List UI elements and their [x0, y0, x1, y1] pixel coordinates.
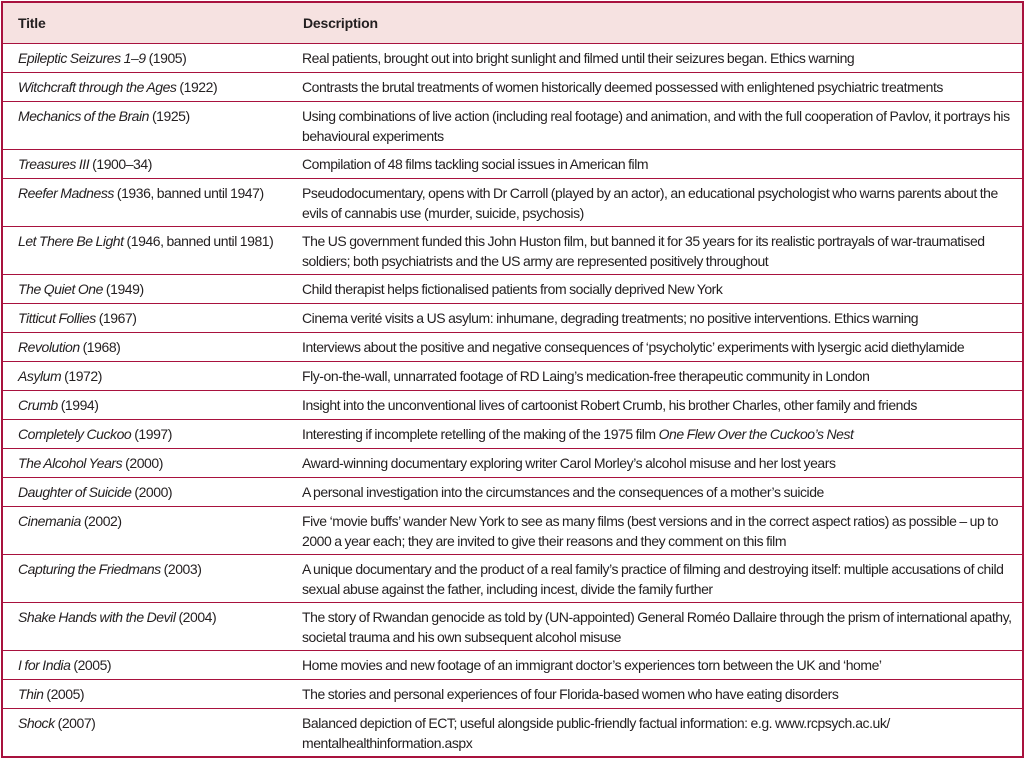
title-cell: [2, 102, 288, 150]
description-cell: [288, 555, 1023, 603]
title-cell: [2, 150, 288, 179]
film-title: Treasures III: [18, 156, 90, 172]
film-year: (2004): [175, 609, 217, 625]
description-cell: [288, 507, 1023, 555]
table-row: [2, 275, 1023, 304]
film-description: Pseudodocumentary, opens with Dr Carroll (played by an actor), an educational psychologist who warns parents about the evils of cannabis use (murder, suicide, psychosis): [302, 185, 998, 221]
description-cell: [288, 227, 1023, 275]
table-row: [2, 709, 1023, 758]
film-description: Using combinations of live action (including real footage) and animation, and with the full cooperation of Pavlov, it portrays his behavioural experiments: [302, 108, 1010, 144]
table-row: [2, 680, 1023, 709]
description-cell: [288, 362, 1023, 391]
film-year: (1922): [176, 79, 218, 95]
film-title: Titticut Follies: [18, 310, 96, 326]
film-year: (1925): [149, 108, 190, 124]
film-title: Crumb: [18, 397, 58, 413]
film-description: Real patients, brought out into bright sunlight and filmed until their seizures began. Ethics warning: [302, 50, 855, 66]
film-description: Interesting if incomplete retelling of the making of the 1975 film: [302, 426, 659, 442]
title-cell: [2, 73, 288, 102]
description-cell: [288, 333, 1023, 362]
title-cell: [2, 555, 288, 603]
film-description: Award-winning documentary exploring writer Carol Morley’s alcohol misuse and her lost years: [302, 455, 836, 471]
film-title: Let There Be Light: [18, 233, 124, 249]
title-cell: [2, 478, 288, 507]
title-cell: [2, 709, 288, 758]
film-title: Shake Hands with the Devil: [18, 609, 176, 625]
film-description: The story of Rwandan genocide as told by (UN-appointed) General Roméo Dallaire through the prism of international apathy, societal trauma and his own subsequent alcohol misuse: [302, 609, 1012, 645]
description-cell: [288, 304, 1023, 333]
table-row: [2, 227, 1023, 275]
film-title: Witchcraft through the Ages: [18, 79, 177, 95]
title-cell: [2, 391, 288, 420]
film-title: Revolution: [18, 339, 80, 355]
description-cell: [288, 391, 1023, 420]
description-cell: [288, 73, 1023, 102]
film-description: Child therapist helps fictionalised patients from socially deprived New York: [302, 281, 723, 297]
film-title: The Quiet One: [18, 281, 103, 297]
film-title: Thin: [18, 686, 44, 702]
film-title: Reefer Madness: [18, 185, 114, 201]
film-description: Cinema verité visits a US asylum: inhumane, degrading treatments; no positive interventions. Ethics warning: [302, 310, 919, 326]
description-cell: [288, 179, 1023, 227]
film-year: (2000): [131, 484, 173, 500]
table-row: [2, 150, 1023, 179]
table-header-row: [2, 2, 1023, 44]
table-row: [2, 179, 1023, 227]
description-cell: [288, 603, 1023, 651]
description-cell: [288, 102, 1023, 150]
film-title: Capturing the Friedmans: [18, 561, 161, 577]
description-cell: [288, 651, 1023, 680]
film-year: (2000): [122, 455, 163, 471]
title-cell: [2, 507, 288, 555]
table-row: [2, 73, 1023, 102]
description-cell: [288, 680, 1023, 709]
film-title: Epileptic Seizures 1–9: [18, 50, 146, 66]
table-row: [2, 449, 1023, 478]
title-cell: [2, 333, 288, 362]
title-cell: [2, 179, 288, 227]
film-description: Fly-on-the-wall, unnarrated footage of RD Laing’s medication-free therapeutic community in London: [302, 368, 870, 384]
table-row: [2, 420, 1023, 449]
title-cell: [2, 651, 288, 680]
film-year: (1949): [102, 281, 144, 297]
film-title: Completely Cuckoo: [18, 426, 132, 442]
header-description: Description: [288, 2, 1023, 44]
film-year: (1905): [145, 50, 187, 66]
films-table: [1, 1, 1024, 758]
table-row: [2, 603, 1023, 651]
film-description: A unique documentary and the product of a real family’s practice of filming and destroying itself: multiple accusations of child sexual abuse against the father, including incest, divide the family further: [302, 561, 1004, 597]
film-year: (1997): [131, 426, 172, 442]
title-cell: [2, 304, 288, 333]
description-cell: [288, 275, 1023, 304]
film-description: A personal investigation into the circumstances and the consequences of a mother’s suicide: [302, 484, 824, 500]
description-cell: [288, 420, 1023, 449]
table-row: [2, 478, 1023, 507]
film-description: Compilation of 48 films tackling social issues in American film: [302, 156, 649, 172]
film-description: Balanced depiction of ECT; useful alongside public-friendly factual information: e.g. www.rcpsych.ac.uk/ mentalhealthinformation.aspx: [302, 715, 890, 751]
description-cell: [288, 449, 1023, 478]
table-row: [2, 362, 1023, 391]
film-year: (2003): [160, 561, 202, 577]
film-year: (2005): [43, 686, 85, 702]
title-cell: [2, 362, 288, 391]
film-description-italic: One Flew Over the Cuckoo’s Nest: [658, 426, 854, 442]
film-title: Shock: [18, 715, 55, 731]
table-row: [2, 44, 1023, 73]
title-cell: [2, 420, 288, 449]
film-title: Asylum: [18, 368, 62, 384]
film-year: (1968): [79, 339, 121, 355]
film-description: Home movies and new footage of an immigrant doctor’s experiences torn between the UK and ‘home’: [302, 657, 882, 673]
film-title: I for India: [18, 657, 71, 673]
film-year: (1972): [61, 368, 102, 384]
film-title: Mechanics of the Brain: [18, 108, 150, 124]
film-year: (1946, banned until 1981): [123, 233, 274, 249]
film-year: (1994): [57, 397, 99, 413]
table-row: [2, 333, 1023, 362]
title-cell: [2, 227, 288, 275]
table-row: [2, 391, 1023, 420]
description-cell: [288, 44, 1023, 73]
film-year: (1936, banned until 1947): [113, 185, 264, 201]
film-year: (1967): [95, 310, 137, 326]
table-body: [2, 44, 1023, 758]
table-row: [2, 304, 1023, 333]
film-description: Five ‘movie buffs’ wander New York to see as many films (best versions and in the correct aspect ratios) as possible – up to 2000 a year each; they are invited to give their reasons and they comment on this film: [302, 513, 999, 549]
film-year: (2007): [54, 715, 96, 731]
description-cell: [288, 709, 1023, 758]
film-year: (2002): [80, 513, 122, 529]
film-year: (1900–34): [89, 156, 152, 172]
film-title: Daughter of Suicide: [18, 484, 132, 500]
film-title: The Alcohol Years: [18, 455, 123, 471]
film-description: Insight into the unconventional lives of cartoonist Robert Crumb, his brother Charles, other family and friends: [302, 397, 917, 413]
table-row: [2, 651, 1023, 680]
description-cell: [288, 478, 1023, 507]
title-cell: [2, 680, 288, 709]
description-cell: [288, 150, 1023, 179]
title-cell: [2, 449, 288, 478]
title-cell: [2, 603, 288, 651]
table-row: [2, 555, 1023, 603]
film-title: Cinemania: [18, 513, 81, 529]
title-cell: [2, 275, 288, 304]
title-cell: [2, 44, 288, 73]
table-row: [2, 102, 1023, 150]
film-year: (2005): [70, 657, 112, 673]
table-row: [2, 507, 1023, 555]
film-description: The stories and personal experiences of four Florida-based women who have eating disorders: [302, 686, 839, 702]
film-description: Contrasts the brutal treatments of women historically deemed possessed with enlightened psychiatric treatments: [302, 79, 943, 95]
film-description: Interviews about the positive and negative consequences of ‘psycholytic’ experiments with lysergic acid diethylamide: [302, 339, 965, 355]
header-title: Title: [2, 2, 288, 44]
film-description: The US government funded this John Huston film, but banned it for 35 years for its realistic portrayals of war-traumatised soldiers; both psychiatrists and the US army are represented positively throughout: [302, 233, 985, 269]
